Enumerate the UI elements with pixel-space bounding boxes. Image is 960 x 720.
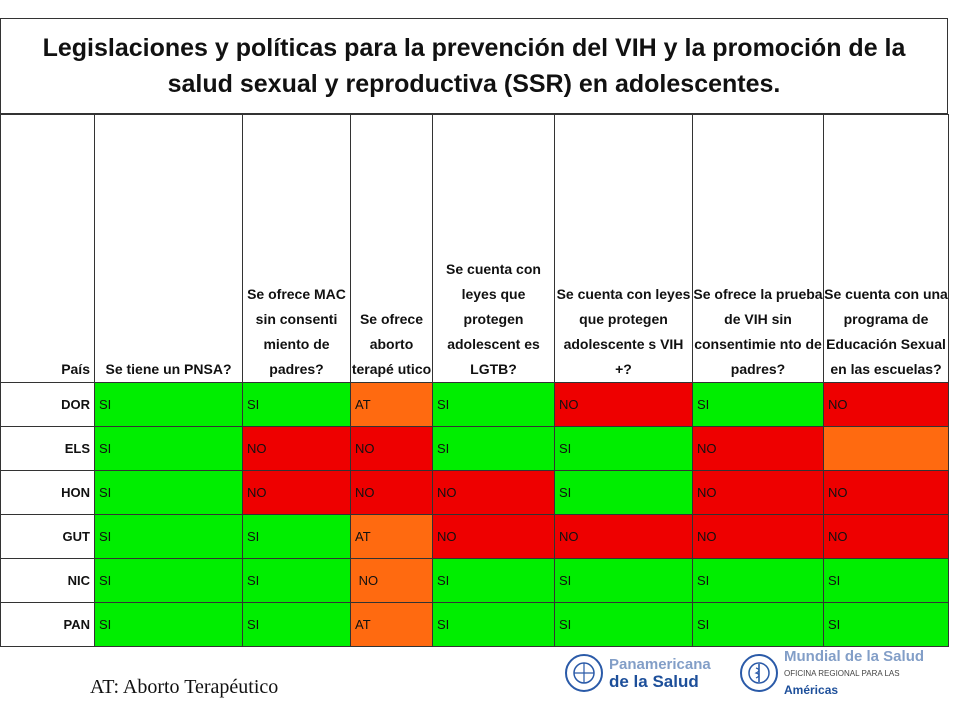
country-cell: DOR — [1, 383, 95, 427]
value-cell: SI — [243, 559, 351, 603]
value-cell: SI — [555, 559, 693, 603]
value-cell: SI — [95, 427, 243, 471]
value-cell: NO — [555, 515, 693, 559]
paho-logo-line2: de la Salud — [609, 672, 699, 691]
value-cell: SI — [555, 603, 693, 647]
value-cell — [824, 427, 949, 471]
value-cell: SI — [824, 559, 949, 603]
value-cell: SI — [693, 603, 824, 647]
value-cell: NO — [243, 471, 351, 515]
header-prueba-vih: Se ofrece la prueba de VIH sin consentimie nto de padres? — [693, 115, 824, 383]
who-logo-line2: Américas — [784, 682, 839, 697]
country-cell: HON — [1, 471, 95, 515]
header-row — [1, 115, 949, 383]
value-cell: SI — [824, 603, 949, 647]
value-cell: SI — [95, 515, 243, 559]
header-mac: Se ofrece MAC sin consenti miento de padres? — [243, 115, 351, 383]
value-cell: AT — [351, 515, 433, 559]
value-cell: SI — [433, 603, 555, 647]
footnote: AT: Aborto Terapéutico — [90, 676, 279, 698]
table-row — [1, 427, 949, 471]
table-row — [1, 515, 949, 559]
paho-emblem-icon — [565, 654, 603, 692]
country-cell: NIC — [1, 559, 95, 603]
value-cell: NO — [433, 471, 555, 515]
value-cell: NO — [693, 515, 824, 559]
who-logo-line1: Mundial de la Salud — [784, 647, 925, 665]
header-vih: Se cuenta con leyes que protegen adolescente s VIH +? — [555, 115, 693, 383]
who-logo-small: OFICINA REGIONAL PARA LAS — [784, 668, 900, 678]
slide-title: Legislaciones y políticas para la prevención del VIH y la promoción de la salud sexual y reproductiva (SSR) en adolescentes. — [0, 18, 948, 114]
who-logo-text — [784, 648, 924, 699]
who-logo — [740, 647, 925, 697]
header-aborto: Se ofrece aborto terapé utico — [351, 115, 433, 383]
policy-table — [0, 114, 949, 647]
value-cell: SI — [95, 603, 243, 647]
header-educacion-sexual: Se cuenta con una programa de Educación Sexual en las escuelas? — [824, 115, 949, 383]
value-cell: AT — [351, 603, 433, 647]
paho-logo — [565, 652, 735, 694]
value-cell: NO — [824, 383, 949, 427]
value-cell: NO — [824, 515, 949, 559]
value-cell: SI — [95, 383, 243, 427]
country-cell: ELS — [1, 427, 95, 471]
header-lgtb: Se cuenta con leyes que protegen adolescent es LGTB? — [433, 115, 555, 383]
value-cell: SI — [95, 471, 243, 515]
value-cell: SI — [433, 559, 555, 603]
value-cell: NO — [243, 427, 351, 471]
table-row — [1, 559, 949, 603]
value-cell: SI — [555, 427, 693, 471]
header-country: País — [1, 115, 95, 383]
value-cell: SI — [433, 427, 555, 471]
paho-logo-line1: Panamericana — [609, 656, 711, 673]
value-cell: SI — [243, 603, 351, 647]
value-cell: NO — [555, 383, 693, 427]
value-cell: NO — [351, 427, 433, 471]
value-cell: NO — [693, 427, 824, 471]
value-cell: SI — [433, 383, 555, 427]
value-cell: SI — [243, 515, 351, 559]
country-cell: PAN — [1, 603, 95, 647]
value-cell: SI — [693, 559, 824, 603]
value-cell: NO — [351, 559, 433, 603]
value-cell: SI — [555, 471, 693, 515]
value-cell: NO — [824, 471, 949, 515]
value-cell: SI — [95, 559, 243, 603]
country-cell: GUT — [1, 515, 95, 559]
header-pnsa: Se tiene un PNSA? — [95, 115, 243, 383]
table-row — [1, 471, 949, 515]
table-row — [1, 383, 949, 427]
value-cell: SI — [693, 383, 824, 427]
value-cell: NO — [693, 471, 824, 515]
paho-logo-text — [609, 656, 711, 690]
value-cell: NO — [351, 471, 433, 515]
value-cell: AT — [351, 383, 433, 427]
value-cell: SI — [243, 383, 351, 427]
who-emblem-icon — [740, 654, 778, 692]
value-cell: NO — [433, 515, 555, 559]
table-row — [1, 603, 949, 647]
